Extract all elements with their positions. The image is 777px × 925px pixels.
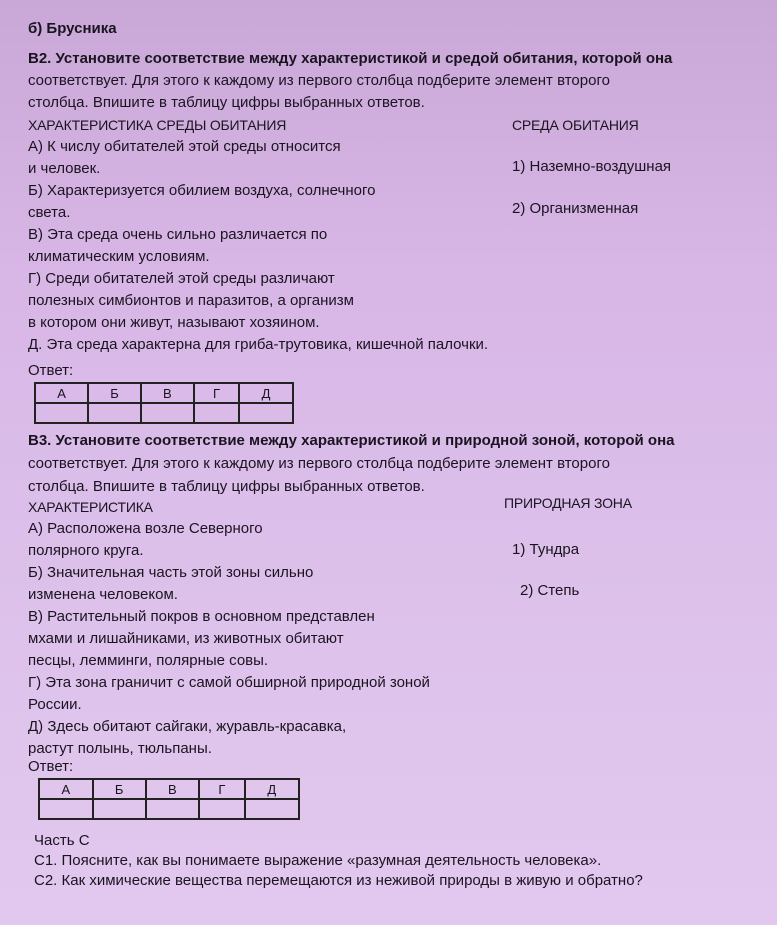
b3-intro-line-1: В3. Установите соответствие между характеристикой и природной зоной, которой она: [28, 432, 675, 449]
b2-char-line: климатическим условиям.: [28, 248, 210, 265]
b2-char-line: Б) Характеризуется обилием воздуха, солнечного: [28, 182, 376, 199]
b2-answer-label: Ответ:: [28, 362, 74, 379]
b2-char-line: света.: [28, 204, 71, 221]
b3-answer-cell[interactable]: [93, 799, 146, 819]
b3-answer-cell[interactable]: [199, 799, 244, 819]
b2-intro-line-3: столбца. Впишите в таблицу цифры выбранных ответов.: [28, 94, 425, 111]
b2-answer-cell[interactable]: [239, 403, 293, 423]
b3-char-line: изменена человеком.: [28, 586, 178, 603]
b2-intro-line-2: соответствует. Для этого к каждому из первого столбца подберите элемент второго: [28, 72, 610, 89]
b2-table-header-d: Д: [239, 383, 293, 403]
b2-answer-cell[interactable]: [88, 403, 141, 423]
b3-char-line: песцы, лемминги, полярные совы.: [28, 652, 269, 669]
b2-char-line: и человек.: [28, 160, 101, 177]
b3-option-1: 1) Тундра: [512, 541, 580, 558]
option-b-brusnika: б) Брусника: [28, 20, 117, 37]
b3-char-line: растут полынь, тюльпаны.: [28, 740, 212, 757]
b3-table-header-v: В: [146, 779, 200, 799]
b2-table-header-a: А: [35, 383, 88, 403]
b3-char-line: В) Растительный покров в основном представлен: [28, 608, 375, 625]
b2-option-2: 2) Организменная: [512, 200, 639, 217]
b2-answer-cell[interactable]: [194, 403, 239, 423]
b3-answer-label: Ответ:: [28, 758, 74, 775]
b3-intro-line-2: соответствует. Для этого к каждому из первого столбца подберите элемент второго: [28, 455, 610, 472]
b2-table-header-v: В: [141, 383, 194, 403]
b2-char-line: В) Эта среда очень сильно различается по: [28, 226, 328, 243]
b2-answer-table: [34, 382, 294, 424]
b3-answer-cell[interactable]: [146, 799, 200, 819]
b3-intro-line-3: столбца. Впишите в таблицу цифры выбранных ответов.: [28, 478, 425, 495]
b2-intro-line-1: В2. Установите соответствие между характеристикой и средой обитания, которой она: [28, 50, 673, 67]
b3-table-header-d: Д: [245, 779, 299, 799]
part-c-question-1: С1. Поясните, как вы понимаете выражение «разумная деятельность человека».: [34, 852, 602, 869]
b2-table-header-b: Б: [88, 383, 141, 403]
part-c-question-2: С2. Как химические вещества перемещаются из неживой природы в живую и обратно?: [34, 872, 643, 889]
b2-option-1: 1) Наземно-воздушная: [512, 158, 672, 175]
b2-table-header-g: Г: [194, 383, 239, 403]
b3-char-line: России.: [28, 696, 82, 713]
b2-answer-cell[interactable]: [35, 403, 88, 423]
b2-char-line: полезных симбионтов и паразитов, а организм: [28, 292, 354, 309]
b3-table-header-g: Г: [199, 779, 244, 799]
b3-option-2: 2) Степь: [520, 582, 580, 599]
b3-col1-header: ХАРАКТЕРИСТИКА: [28, 499, 153, 515]
b2-col2-header: СРЕДА ОБИТАНИЯ: [512, 117, 639, 133]
b3-char-line: полярного круга.: [28, 542, 144, 559]
part-c-title: Часть С: [34, 832, 90, 849]
b3-char-line: Б) Значительная часть этой зоны сильно: [28, 564, 314, 581]
b2-char-line: А) К числу обитателей этой среды относится: [28, 138, 341, 155]
b3-char-line: Д) Здесь обитают сайгаки, журавль-красавка,: [28, 718, 347, 735]
b2-char-line: в котором они живут, называют хозяином.: [28, 314, 320, 331]
b3-char-line: мхами и лишайниками, из животных обитают: [28, 630, 344, 647]
b3-answer-table: [38, 778, 300, 820]
b3-answer-cell[interactable]: [39, 799, 93, 819]
b2-col1-header: ХАРАКТЕРИСТИКА СРЕДЫ ОБИТАНИЯ: [28, 117, 287, 133]
b2-char-line: Д. Эта среда характерна для гриба-трутовика, кишечной палочки.: [28, 336, 489, 353]
b3-table-header-a: А: [39, 779, 93, 799]
b3-char-line: А) Расположена возле Северного: [28, 520, 263, 537]
b2-answer-cell[interactable]: [141, 403, 194, 423]
b3-char-line: Г) Эта зона граничит с самой обширной природной зоной: [28, 674, 430, 691]
b3-col2-header: ПРИРОДНАЯ ЗОНА: [504, 495, 632, 511]
b2-char-line: Г) Среди обитателей этой среды различают: [28, 270, 335, 287]
b3-answer-cell[interactable]: [245, 799, 299, 819]
b3-table-header-b: Б: [93, 779, 146, 799]
